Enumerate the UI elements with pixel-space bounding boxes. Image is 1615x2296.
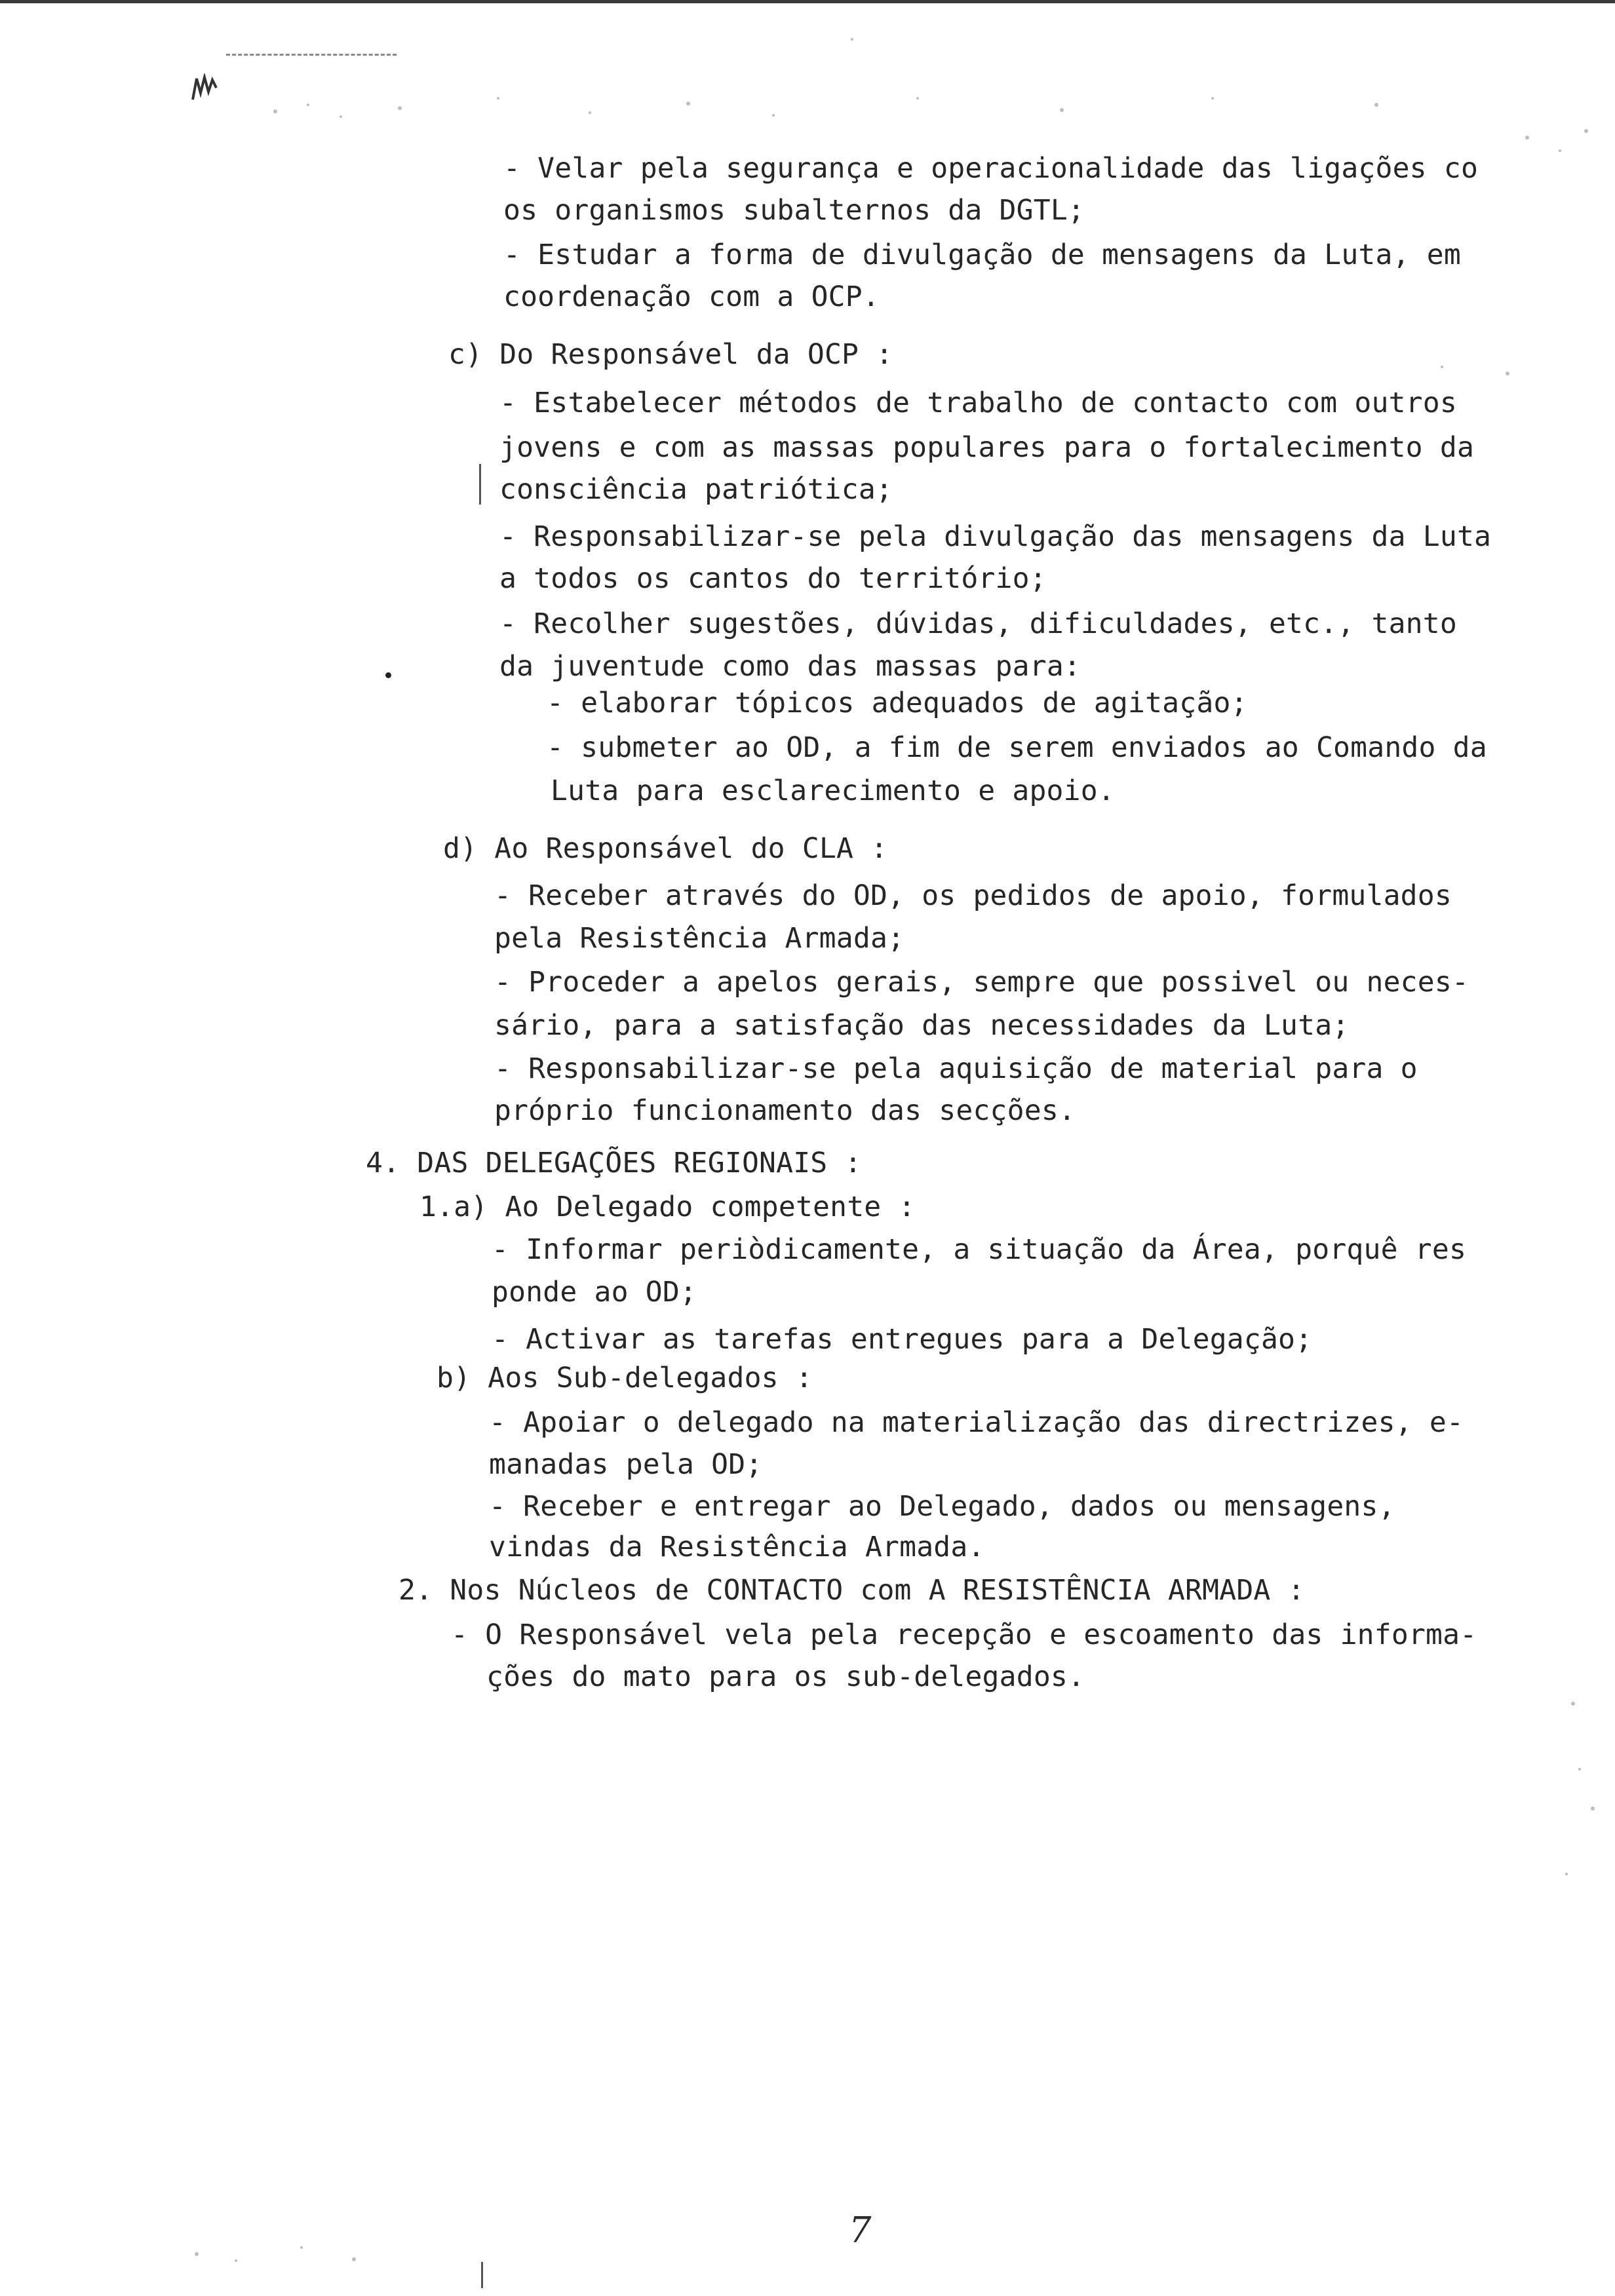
subsection-heading: 1.a) Ao Delegado competente : <box>419 1191 916 1223</box>
pen-scribble-mark <box>190 73 219 102</box>
text-line: - Recolher sugestões, dúvidas, dificuldades, etc., tanto <box>499 607 1457 640</box>
section-heading: 2. Nos Núcleos de CONTACTO com A RESISTÊNCIA ARMADA : <box>399 1574 1305 1607</box>
margin-tick-mark <box>479 464 481 505</box>
text-line: Luta para esclarecimento e apoio. <box>551 775 1115 807</box>
text-line: - Responsabilizar-se pela aquisição de material para o <box>494 1052 1418 1085</box>
page-number: 7 <box>849 2210 872 2251</box>
text-line: a todos os cantos do território; <box>499 562 1047 595</box>
text-line: ponde ao OD; <box>492 1276 697 1309</box>
section-heading: 4. DAS DELEGAÇÕES REGIONAIS : <box>366 1147 862 1179</box>
text-line: - Estudar a forma de divulgação de mensagens da Luta, em <box>503 239 1461 271</box>
text-line: os organismos subalternos da DGTL; <box>503 194 1085 227</box>
text-line: pela Resistência Armada; <box>494 922 905 955</box>
text-line: jovens e com as massas populares para o fortalecimento da <box>499 431 1475 464</box>
top-edge-rule <box>0 0 1615 3</box>
header-dash-mark <box>226 54 397 56</box>
text-line: - Proceder a apelos gerais, sempre que possivel ou neces- <box>494 966 1469 999</box>
text-line: consciência patriótica; <box>499 473 893 506</box>
text-line: - Estabelecer métodos de trabalho de contacto com outros <box>499 387 1457 419</box>
text-line: coordenação com a OCP. <box>503 280 880 313</box>
text-line: - Informar periòdicamente, a situação da Área, porquê res <box>492 1233 1467 1266</box>
text-line: - Activar as tarefas entregues para a Delegação; <box>492 1323 1313 1356</box>
text-line: próprio funcionamento das secções. <box>494 1094 1076 1127</box>
text-line: sário, para a satisfação das necessidades da Luta; <box>494 1009 1350 1042</box>
section-heading: c) Do Responsável da OCP : <box>448 338 893 371</box>
section-heading: d) Ao Responsável do CLA : <box>443 832 888 865</box>
text-line: - elaborar tópicos adequados de agitação; <box>547 687 1248 719</box>
text-line: - Receber e entregar ao Delegado, dados ou mensagens, <box>489 1490 1395 1523</box>
text-line: - Apoiar o delegado na materialização das directrizes, e- <box>489 1406 1464 1439</box>
text-line: vindas da Resistência Armada. <box>489 1531 985 1563</box>
text-line: - submeter ao OD, a fim de serem enviados ao Comando da <box>547 731 1487 764</box>
bottom-tick-mark <box>481 2262 483 2288</box>
text-line: - Responsabilizar-se pela divulgação das mensagens da Luta <box>499 520 1492 553</box>
text-line: - O Responsável vela pela recepção e escoamento das informa- <box>451 1618 1477 1651</box>
margin-dot <box>385 672 391 678</box>
text-line: - Velar pela segurança e operacionalidade das ligações co <box>503 152 1479 185</box>
subsection-heading: b) Aos Sub-delegados : <box>437 1362 813 1394</box>
text-line: ções do mato para os sub-delegados. <box>486 1660 1085 1693</box>
text-line: - Receber através do OD, os pedidos de apoio, formulados <box>494 879 1452 912</box>
text-line: da juventude como das massas para: <box>499 650 1081 683</box>
text-line: manadas pela OD; <box>489 1448 763 1481</box>
